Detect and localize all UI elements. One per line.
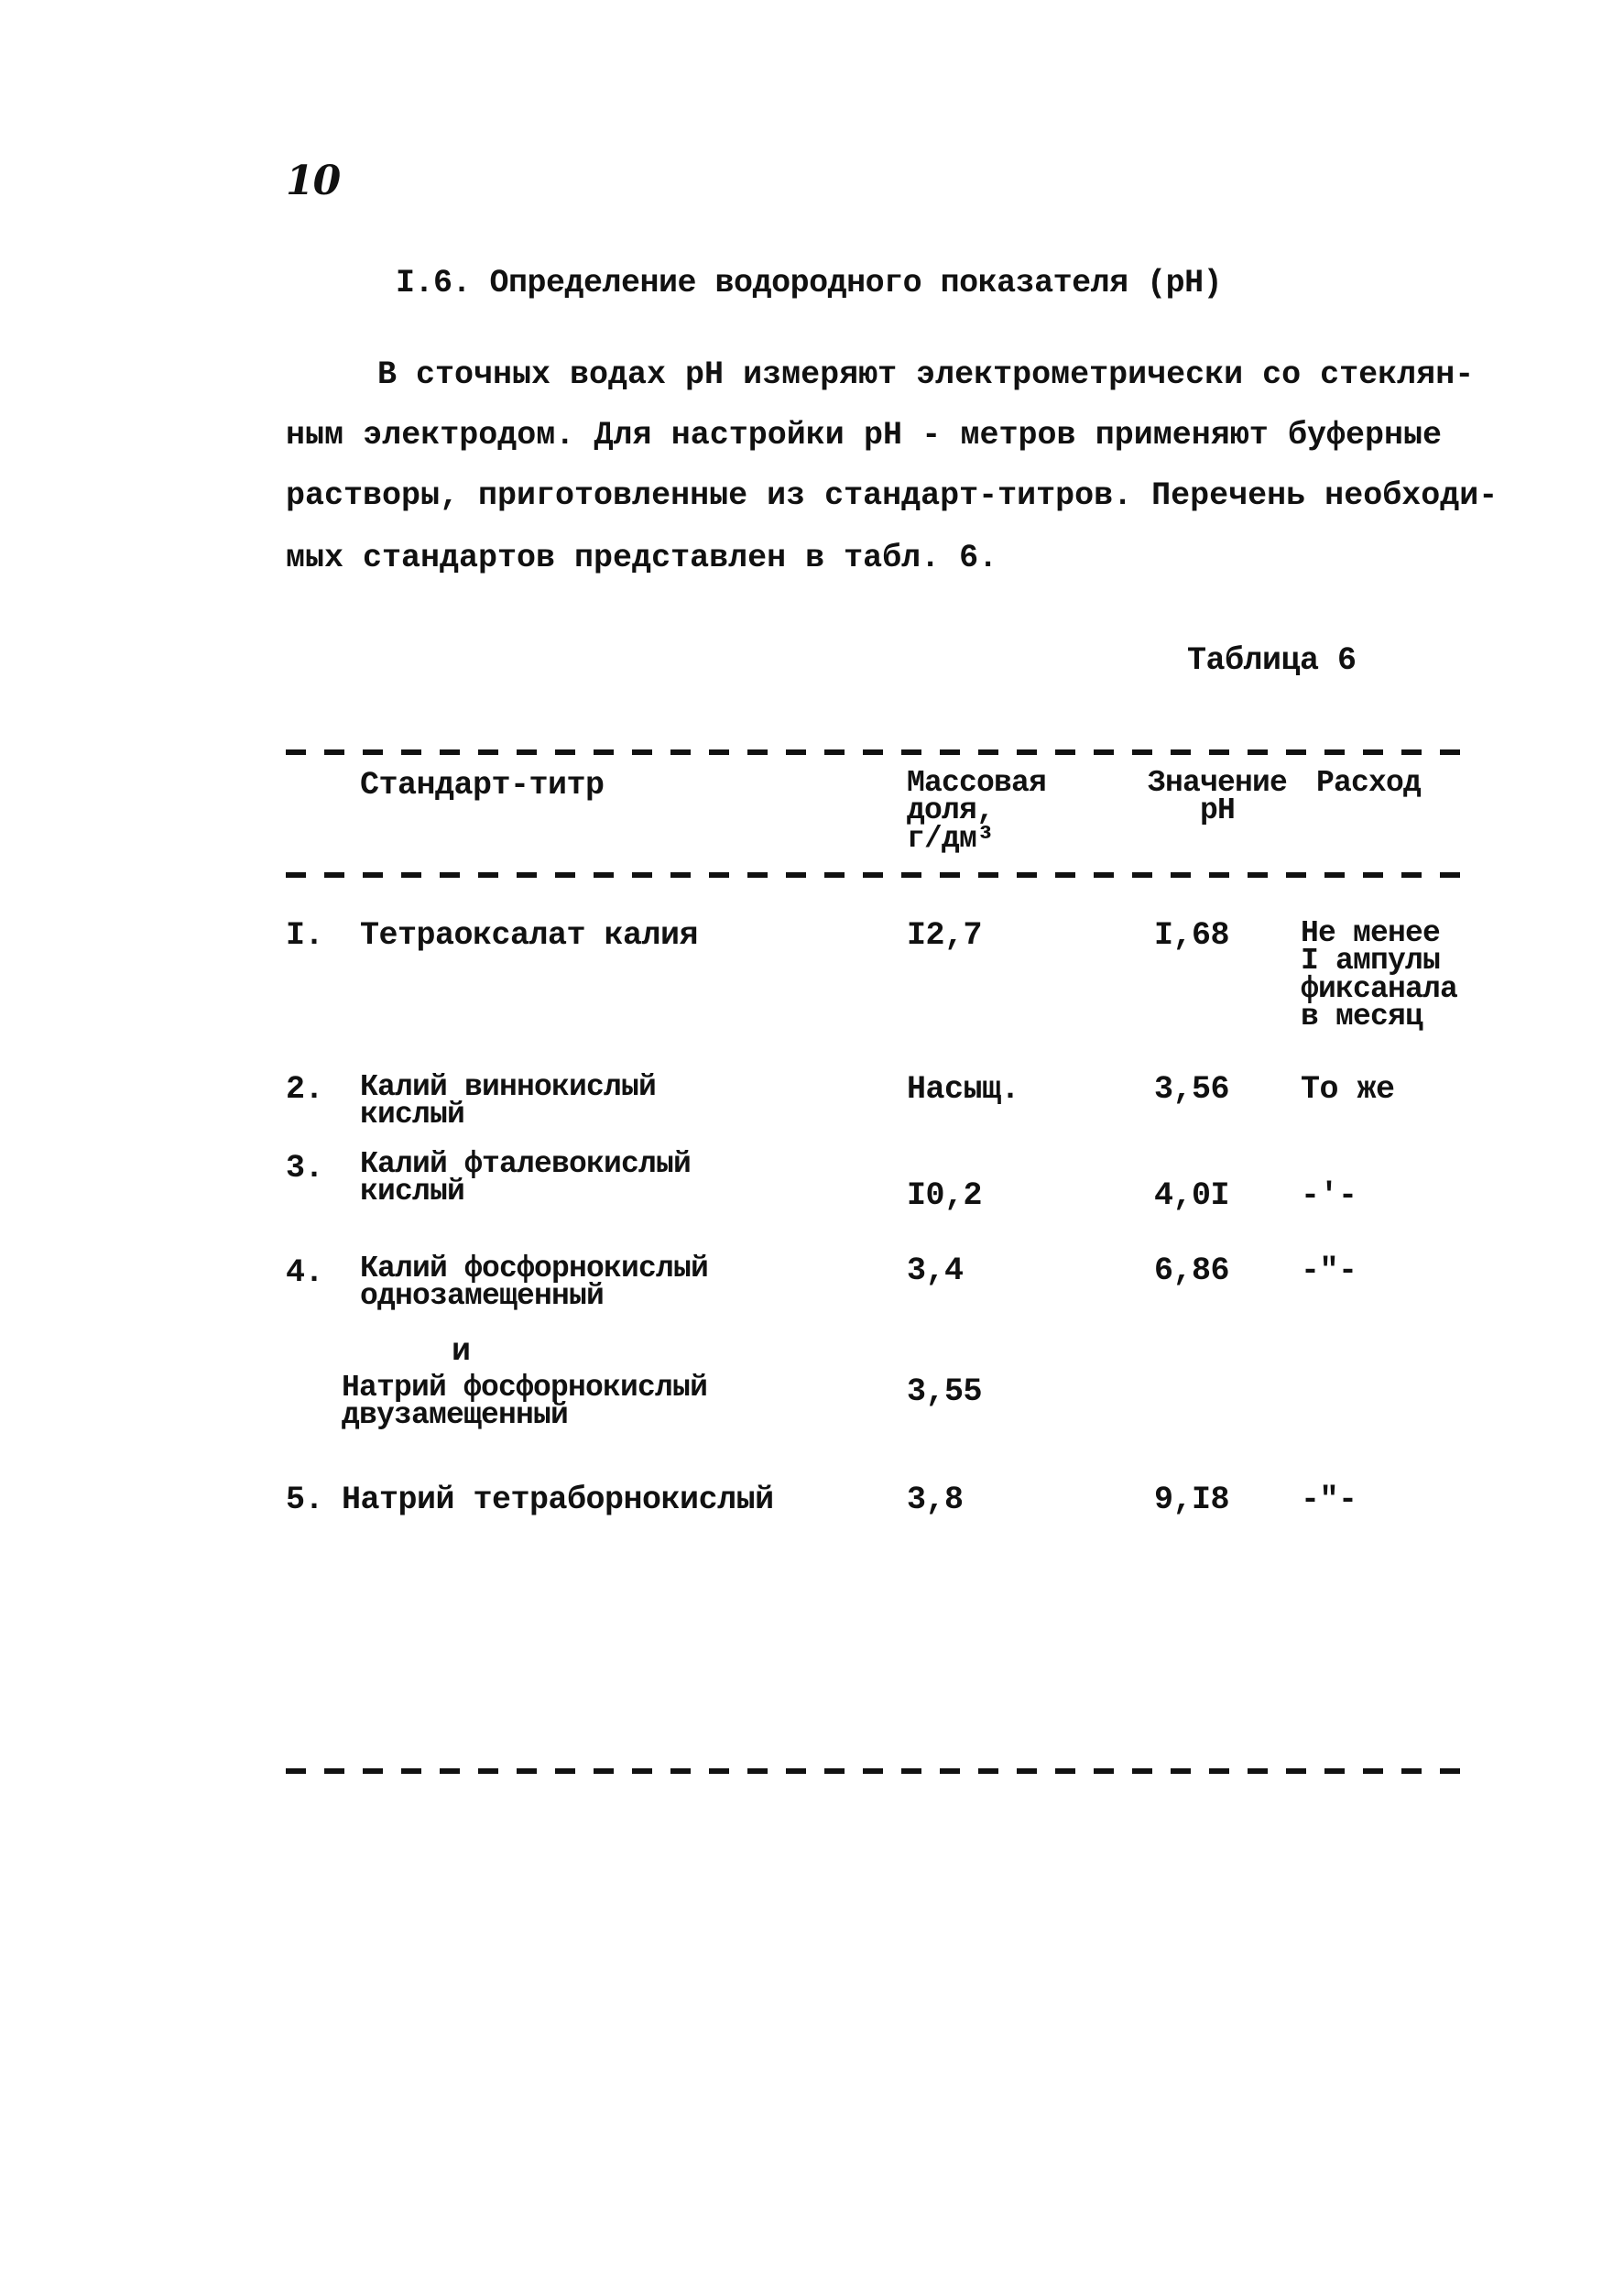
row-number: 3. [286,1150,324,1187]
page-number: 10 [286,158,341,204]
row-ph: 3,56 [1154,1071,1230,1108]
row-number: I. [286,917,324,954]
row-name [360,1252,709,1314]
row-name-line: Калий виннокислый [360,1070,657,1104]
row-mass: 3,8 [907,1482,964,1518]
table-caption: Таблица 6 [1187,642,1357,679]
header-mass-line: Массовая [907,766,1047,800]
consumption-line: Не менее [1301,916,1441,950]
header-mass-fraction [907,766,1047,856]
row-consumption: -"- [1301,1482,1357,1518]
row-mass: I2,7 [907,917,983,954]
row-ph: 6,86 [1154,1252,1230,1289]
connector-and: и [452,1333,471,1370]
row-consumption: То же [1301,1071,1395,1108]
row-name-line: кислый [360,1098,465,1132]
section-heading: I.6. Определение водородного показателя (pH) [396,265,1223,301]
table-header-rule [286,872,1463,878]
row-mass: 3,4 [907,1252,964,1289]
row-name-line: двузамещенный [342,1398,569,1433]
row-name-line: однозамещенный [360,1279,605,1314]
table-top-rule [286,749,1463,755]
header-consumption: Расход [1316,766,1422,800]
paragraph-line: мых стандартов представлен в табл. 6. [286,540,998,576]
paragraph-line: В сточных водах pH измеряют электрометрически со стеклян- [377,356,1475,393]
row-ph: 4,0I [1154,1177,1230,1214]
row-consumption [1301,916,1458,1034]
row-name [342,1371,708,1433]
row-consumption: -"- [1301,1252,1357,1289]
row-ph: I,68 [1154,917,1230,954]
header-ph-line: Значение [1148,766,1288,800]
row-name-line: Натрий фосфорнокислый [342,1371,708,1405]
header-ph [1148,766,1288,828]
row-mass: Насыщ. [907,1071,1020,1108]
row-name [360,1070,657,1132]
consumption-line: в месяц [1301,1000,1423,1034]
row-number: 5. [286,1482,324,1518]
header-mass-line: г/дм³ [907,821,995,856]
row-name: Натрий тетраборнокислый [342,1482,774,1518]
row-ph: 9,I8 [1154,1482,1230,1518]
row-number: 4. [286,1254,324,1291]
row-mass: 3,55 [907,1373,983,1410]
header-mass-line: доля, [907,793,995,828]
row-name [360,1147,692,1209]
paragraph-line: ным электродом. Для настройки pH - метров применяют буферные [286,417,1442,454]
consumption-line: фиксанала [1301,971,1458,1006]
row-number: 2. [286,1071,324,1108]
header-ph-line: pH [1200,793,1236,828]
row-name: Тетраоксалат калия [360,917,699,954]
row-name-line: кислый [360,1175,465,1209]
row-name-line: Калий фосфорнокислый [360,1252,709,1285]
table-bottom-rule [286,1768,1463,1774]
row-mass: I0,2 [907,1177,983,1214]
paragraph-line: растворы, приготовленные из стандарт-титров. Перечень необходи- [286,477,1499,514]
header-standard: Стандарт-титр [360,767,605,804]
consumption-line: I ампулы [1301,944,1441,979]
row-consumption: -'- [1301,1177,1357,1214]
row-name-line: Калий фталевокислый [360,1147,692,1181]
